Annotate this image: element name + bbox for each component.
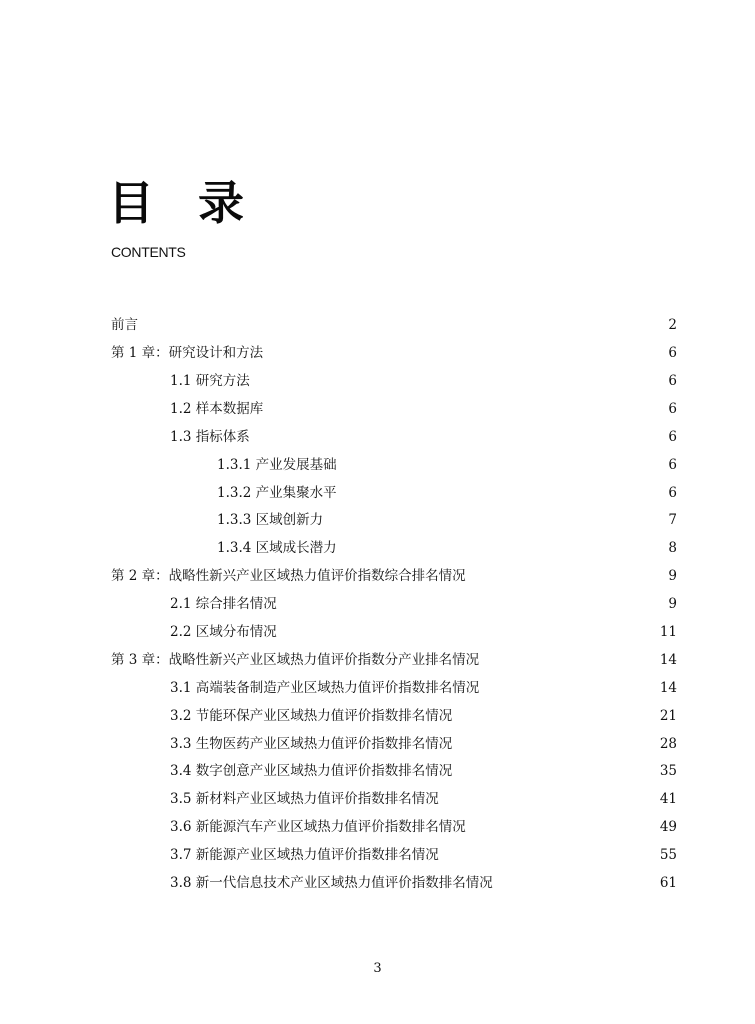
table-of-contents (111, 312, 677, 898)
toc-entry-label: 1.3.1 产业发展基础 (217, 456, 337, 473)
toc-entry-page: 7 (668, 512, 677, 529)
toc-entry-label: 3.4 数字创意产业区域热力值评价指数排名情况 (170, 763, 453, 780)
toc-entry-page: 6 (668, 345, 677, 362)
toc-entry-label: 3.1 高端装备制造产业区域热力值评价指数排名情况 (170, 679, 480, 696)
page-title: 目 录 (108, 176, 259, 230)
toc-entry[interactable] (111, 563, 677, 591)
toc-entry-page: 6 (668, 484, 677, 501)
toc-entry-page: 28 (659, 735, 677, 752)
toc-entry[interactable] (111, 396, 677, 424)
toc-entry-page: 11 (659, 623, 677, 640)
toc-entry-label: 3.7 新能源产业区域热力值评价指数排名情况 (170, 847, 439, 864)
toc-entry-page: 8 (668, 540, 677, 557)
toc-entry-label: 第 1 章：研究设计和方法 (111, 345, 264, 362)
toc-entry[interactable] (111, 647, 677, 675)
toc-entry-page: 2 (668, 317, 677, 334)
toc-entry-page: 14 (659, 679, 677, 696)
toc-entry-label: 3.2 节能环保产业区域热力值评价指数排名情况 (170, 707, 453, 724)
toc-entry[interactable] (111, 451, 677, 479)
toc-entry-label: 1.3.4 区域成长潜力 (217, 540, 337, 557)
toc-entry-page: 41 (659, 791, 677, 808)
toc-entry-label: 3.8 新一代信息技术产业区域热力值评价指数排名情况 (170, 875, 493, 891)
toc-entry-label: 1.3.3 区域创新力 (217, 512, 324, 529)
toc-entry[interactable] (111, 730, 677, 758)
toc-entry-page: 55 (659, 847, 677, 864)
toc-entry-label: 前言 (111, 317, 138, 334)
toc-entry-label: 1.1 研究方法 (170, 372, 250, 389)
toc-entry[interactable] (111, 479, 677, 507)
toc-entry[interactable] (111, 758, 677, 786)
toc-entry[interactable] (111, 312, 677, 340)
toc-entry-page: 21 (659, 707, 677, 724)
toc-entry[interactable] (111, 619, 677, 647)
toc-entry[interactable] (111, 591, 677, 619)
toc-entry-page: 49 (659, 819, 677, 836)
toc-entry[interactable] (111, 870, 677, 898)
page-subtitle: CONTENTS (111, 244, 186, 260)
page-number: 3 (373, 961, 382, 976)
toc-entry[interactable] (111, 842, 677, 870)
toc-entry-page: 61 (659, 875, 677, 891)
toc-entry[interactable] (111, 675, 677, 703)
toc-entry-label: 3.6 新能源汽车产业区域热力值评价指数排名情况 (170, 819, 466, 836)
toc-entry-label: 3.5 新材料产业区域热力值评价指数排名情况 (170, 791, 439, 808)
toc-entry-label: 1.2 样本数据库 (170, 400, 264, 417)
toc-entry[interactable] (111, 535, 677, 563)
toc-entry[interactable] (111, 814, 677, 842)
toc-entry-page: 9 (668, 568, 677, 585)
toc-entry-label: 3.3 生物医药产业区域热力值评价指数排名情况 (170, 735, 453, 752)
toc-entry-label: 1.3.2 产业集聚水平 (217, 484, 337, 501)
toc-entry-page: 14 (659, 651, 677, 668)
toc-entry[interactable] (111, 507, 677, 535)
toc-entry-page: 6 (668, 428, 677, 445)
toc-entry-page: 6 (668, 456, 677, 473)
toc-entry[interactable] (111, 786, 677, 814)
toc-entry[interactable] (111, 368, 677, 396)
toc-entry-page: 35 (659, 763, 677, 780)
toc-entry-page: 6 (668, 400, 677, 417)
toc-entry-label: 第 3 章：战略性新兴产业区域热力值评价指数分产业排名情况 (111, 651, 480, 668)
toc-entry-label: 1.3 指标体系 (170, 428, 250, 445)
toc-entry-label: 2.2 区域分布情况 (170, 623, 277, 640)
toc-entry[interactable] (111, 340, 677, 368)
toc-entry[interactable] (111, 424, 677, 452)
toc-entry-label: 2.1 综合排名情况 (170, 596, 277, 613)
toc-entry-label: 第 2 章：战略性新兴产业区域热力值评价指数综合排名情况 (111, 568, 466, 585)
toc-entry[interactable] (111, 702, 677, 730)
toc-entry-page: 9 (668, 596, 677, 613)
toc-entry-page: 6 (668, 372, 677, 389)
